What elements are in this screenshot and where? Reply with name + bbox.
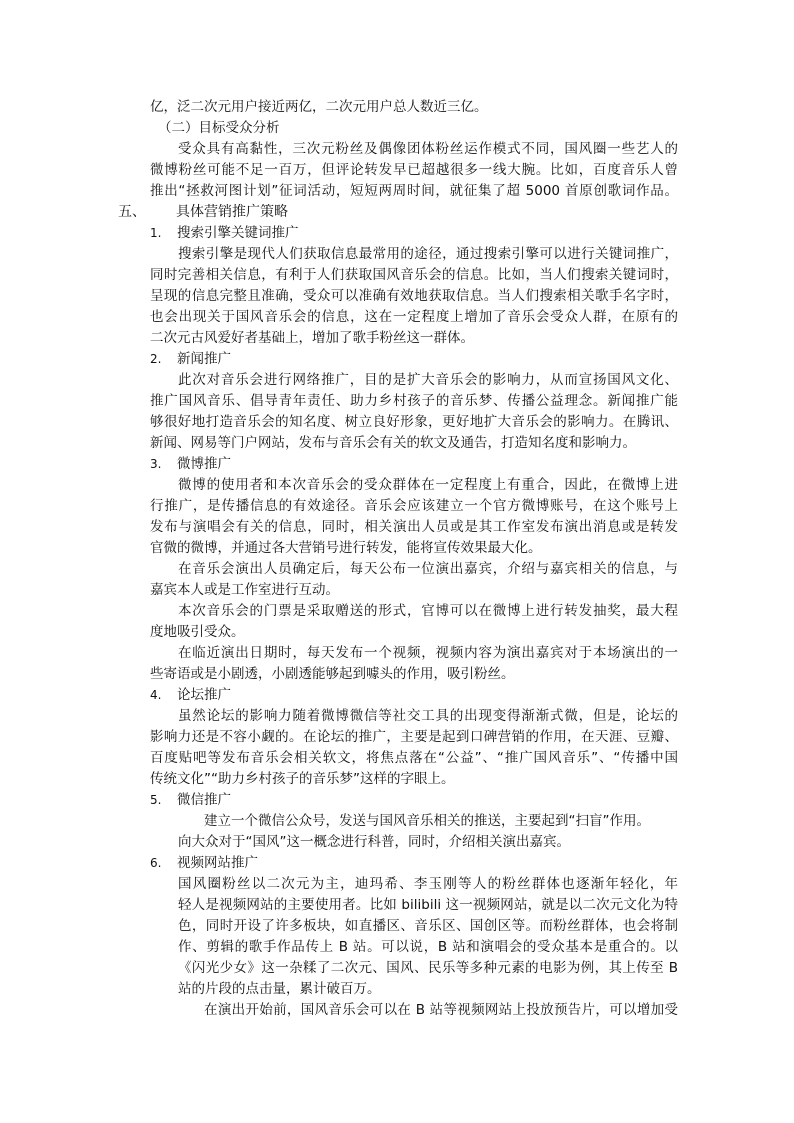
paragraph-line: 嘉宾本人或是工作室进行互动。	[150, 582, 339, 598]
list-title: 视频网站推广	[177, 855, 258, 871]
paragraph-line: 作、剪辑的歌手作品传上 B 站。可以说，B 站和演唱会的受众基本是重合的。以	[178, 939, 678, 955]
paragraph-line: 亿，泛二次元用户接近两亿，二次元用户总人数近三亿。	[150, 99, 488, 115]
paragraph-line: 些寄语或是小剧透，小剧透能够起到噱头的作用，吸引粉丝。	[150, 666, 515, 682]
paragraph-line: 百度贴吧等发布音乐会相关软文，将焦点落在“公益”、“推广国风音乐”、“传播中国	[150, 750, 678, 766]
paragraph-line: 本次音乐会的门票是采取赠送的形式，官博可以在微博上进行转发抽奖，最大程	[178, 603, 678, 619]
paragraph-line: 呈现的信息完整且准确，受众可以准确有效地获取信息。当人们搜索相关歌手名字时，	[150, 288, 678, 304]
list-number: 2.	[150, 352, 162, 366]
paragraph-line: 搜索引擎是现代人们获取信息最常用的途径，通过搜索引擎可以进行关键词推广，	[178, 246, 678, 262]
list-title: 微博推广	[177, 456, 231, 472]
section-heading	[118, 202, 288, 223]
list-number: 5.	[150, 793, 162, 807]
paragraph-line: 轻人是视频网站的主要使用者。比如 bilibili 这一视频网站，就是以二次元文化为特	[178, 897, 678, 913]
paragraph-line: 在演出开始前，国风音乐会可以在 B 站等视频网站上投放预告片，可以增加受	[204, 1002, 678, 1018]
paragraph-line: 《闪光少女》这一杂糅了二次元、国风、民乐等多种元素的电影为例，其上传至 B	[178, 960, 678, 976]
subheading: （二）目标受众分析	[158, 120, 280, 136]
list-item-heading	[150, 349, 231, 370]
paragraph-line: 发布与演唱会有关的信息，同时，相关演出人员或是其工作室发布演出消息或是转发	[150, 519, 678, 535]
paragraph-line: 站的片段的点击量，累计破百万。	[178, 981, 381, 997]
list-title: 搜索引擎关键词推广	[177, 225, 299, 241]
section-number: 五、	[118, 204, 146, 220]
list-number: 3.	[150, 457, 162, 471]
paragraph-line: 虽然论坛的影响力随着微博微信等社交工具的出现变得渐渐式微，但是，论坛的	[178, 708, 678, 724]
list-item-heading	[150, 853, 258, 874]
list-item-heading	[150, 790, 231, 811]
paragraph-line: 色，同时开设了许多板块，如直播区、音乐区、国创区等。而粉丝群体，也会将制	[178, 918, 678, 934]
paragraph-line: 建立一个微信公众号，发送与国风音乐相关的推送，主要起到“扫盲”作用。	[204, 813, 650, 829]
paragraph-line: 向大众对于“国风”这一概念进行科普，同时，介绍相关演出嘉宾。	[178, 834, 570, 850]
paragraph-line: 够很好地打造音乐会的知名度、树立良好形象，更好地扩大音乐会的影响力。在腾讯、	[150, 414, 678, 430]
list-item-heading	[150, 454, 231, 475]
list-title: 论坛推广	[177, 687, 231, 703]
paragraph-line: 二次元古风爱好者基础上，增加了歌手粉丝这一群体。	[150, 330, 474, 346]
paragraph-line: 行推广，是传播信息的有效途径。音乐会应该建立一个官方微博账号，在这个账号上	[150, 498, 678, 514]
paragraph-line: 影响力还是不容小觑的。在论坛的推广，主要是起到口碑营销的作用，在天涯、豆瓣、	[150, 729, 678, 745]
paragraph-line: 在临近演出日期时，每天发布一个视频，视频内容为演出嘉宾对于本场演出的一	[178, 645, 678, 661]
paragraph-line: 受众具有高黏性，三次元粉丝及偶像团体粉丝运作模式不同，国风圈一些艺人的	[178, 141, 678, 157]
paragraph-line: 此次对音乐会进行网络推广，目的是扩大音乐会的影响力，从而宣扬国风文化、	[178, 372, 678, 388]
list-number: 4.	[150, 688, 162, 702]
paragraph-line: 传统文化”“助力乡村孩子的音乐梦”这样的字眼上。	[150, 771, 455, 787]
list-number: 1.	[150, 226, 162, 240]
paragraph-line: 微博的使用者和本次音乐会的受众群体在一定程度上有重合，因此，在微博上进	[178, 477, 678, 493]
paragraph-line: 推广国风音乐、倡导青年责任、助力乡村孩子的音乐梦、传播公益理念。新闻推广能	[150, 393, 678, 409]
paragraph-line: 也会出现关于国风音乐会的信息，这在一定程度上增加了音乐会受众人群，在原有的	[150, 309, 678, 325]
paragraph-line: 官微的微博，并通过各大营销号进行转发，能将宣传效果最大化。	[150, 540, 542, 556]
list-number: 6.	[150, 856, 162, 870]
list-item-heading	[150, 223, 299, 244]
paragraph-line: 新闻、网易等门户网站，发布与音乐会有关的软文及通告，打造知名度和影响力。	[150, 435, 636, 451]
list-title: 新闻推广	[177, 351, 231, 367]
paragraph-line: 同时完善相关信息，有利于人们获取国风音乐会的信息。比如，当人们搜索关键词时，	[150, 267, 678, 283]
paragraph-line: 在音乐会演出人员确定后，每天公布一位演出嘉宾，介绍与嘉宾相关的信息，与	[178, 561, 678, 577]
paragraph-line: 微博粉丝可能不足一百万，但评论转发早已超越很多一线大腕。比如，百度音乐人曾	[150, 162, 678, 178]
paragraph-line: 推出“拯救河图计划”征词活动，短短两周时间，就征集了超 5000 首原创歌词作品。	[150, 183, 678, 199]
section-title: 具体营销推广策略	[176, 204, 288, 220]
paragraph-line: 度地吸引受众。	[150, 624, 245, 640]
list-item-heading	[150, 685, 231, 706]
paragraph-line: 国风圈粉丝以二次元为主，迪玛希、李玉刚等人的粉丝群体也逐渐年轻化，年	[178, 876, 678, 892]
list-title: 微信推广	[177, 792, 231, 808]
